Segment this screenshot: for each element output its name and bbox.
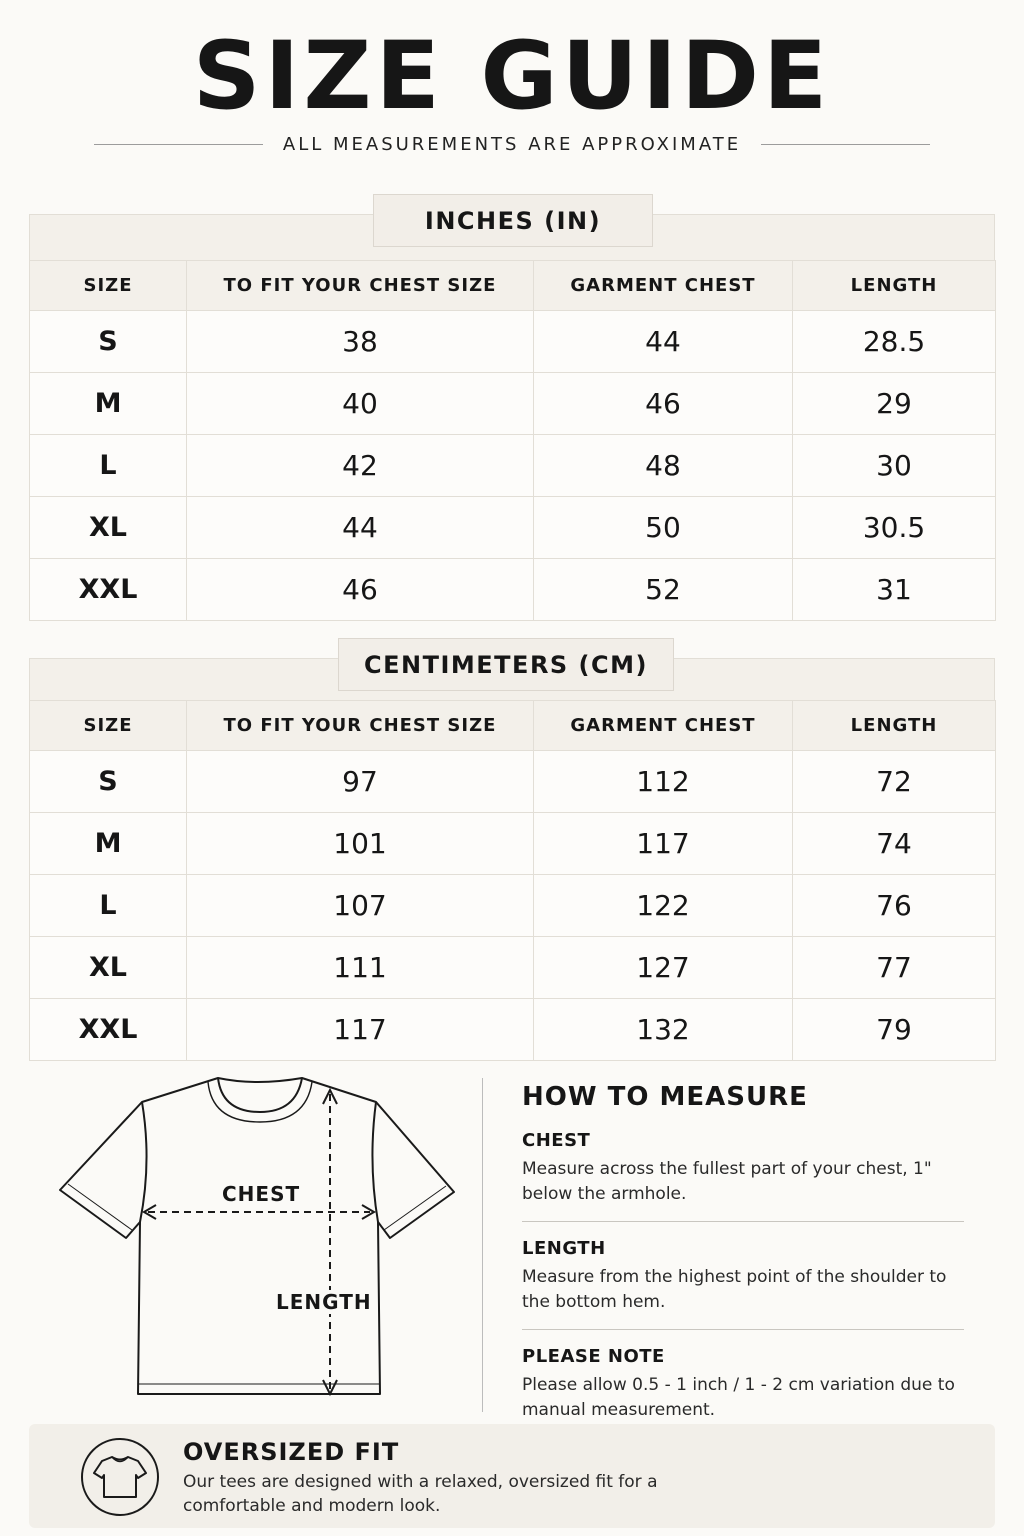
inches-label: INCHES (IN) (373, 194, 653, 247)
right-rule (761, 144, 930, 145)
size-cell: S (30, 751, 187, 813)
length-label: LENGTH (276, 1290, 372, 1314)
col-header-length: LENGTH (793, 261, 996, 311)
inches-band (29, 206, 995, 260)
fit-chest-cell: 117 (187, 999, 534, 1061)
fit-chest-cell: 46 (187, 559, 534, 621)
table-row (30, 875, 996, 937)
garment-chest-cell: 50 (534, 497, 793, 559)
garment-chest-cell: 127 (534, 937, 793, 999)
fit-chest-cell: 107 (187, 875, 534, 937)
length-cell: 30 (793, 435, 996, 497)
length-cell: 31 (793, 559, 996, 621)
size-cell: XL (30, 497, 187, 559)
col-header-garment-chest: GARMENT CHEST (534, 261, 793, 311)
length-cell: 28.5 (793, 311, 996, 373)
table-row (30, 373, 996, 435)
table-row (30, 751, 996, 813)
col-header-fit-chest: TO FIT YOUR CHEST SIZE (187, 701, 534, 751)
divider (522, 1329, 964, 1330)
centimeters-table (29, 700, 996, 1061)
how-to-measure-title: HOW TO MEASURE (522, 1082, 808, 1112)
col-header-size: SIZE (30, 701, 187, 751)
length-cell: 74 (793, 813, 996, 875)
length-instruction (522, 1238, 964, 1329)
centimeters-label: CENTIMETERS (CM) (338, 638, 674, 691)
tshirt-outline-icon (56, 1072, 466, 1402)
chest-instruction-text: Measure across the fullest part of your chest, 1" below the armhole. (522, 1159, 932, 1204)
size-cell: XL (30, 937, 187, 999)
col-header-garment-chest: GARMENT CHEST (534, 701, 793, 751)
centimeters-section (29, 650, 995, 1061)
table-row (30, 311, 996, 373)
fit-chest-cell: 38 (187, 311, 534, 373)
length-cell: 76 (793, 875, 996, 937)
garment-chest-cell: 52 (534, 559, 793, 621)
length-cell: 30.5 (793, 497, 996, 559)
table-header-row (30, 701, 996, 751)
centimeters-band (29, 650, 995, 700)
oversized-fit-banner (29, 1424, 995, 1528)
size-cell: S (30, 311, 187, 373)
length-cell: 79 (793, 999, 996, 1061)
how-to-measure (522, 1082, 964, 1437)
length-cell: 72 (793, 751, 996, 813)
garment-chest-cell: 132 (534, 999, 793, 1061)
tshirt-icon (81, 1438, 159, 1516)
table-row (30, 813, 996, 875)
chest-instruction-title: CHEST (522, 1130, 591, 1151)
note-title: PLEASE NOTE (522, 1346, 665, 1367)
garment-chest-cell: 112 (534, 751, 793, 813)
fit-chest-cell: 111 (187, 937, 534, 999)
size-cell: M (30, 373, 187, 435)
fit-chest-cell: 42 (187, 435, 534, 497)
table-row (30, 937, 996, 999)
table-row (30, 497, 996, 559)
length-cell: 29 (793, 373, 996, 435)
col-header-length: LENGTH (793, 701, 996, 751)
size-cell: XXL (30, 999, 187, 1061)
size-cell: L (30, 435, 187, 497)
length-instruction-text: Measure from the highest point of the shoulder to the bottom hem. (522, 1267, 947, 1312)
subtitle-row (94, 134, 930, 155)
size-cell: L (30, 875, 187, 937)
vertical-divider (482, 1078, 483, 1412)
length-instruction-title: LENGTH (522, 1238, 606, 1259)
table-row (30, 435, 996, 497)
fit-chest-cell: 44 (187, 497, 534, 559)
table-row (30, 559, 996, 621)
table-header-row (30, 261, 996, 311)
size-cell: XXL (30, 559, 187, 621)
col-header-fit-chest: TO FIT YOUR CHEST SIZE (187, 261, 534, 311)
left-rule (94, 144, 263, 145)
fit-chest-cell: 97 (187, 751, 534, 813)
page-title: SIZE GUIDE (192, 22, 832, 131)
size-cell: M (30, 813, 187, 875)
col-header-size: SIZE (30, 261, 187, 311)
garment-chest-cell: 117 (534, 813, 793, 875)
inches-table (29, 260, 996, 621)
garment-chest-cell: 44 (534, 311, 793, 373)
table-row (30, 999, 996, 1061)
garment-chest-cell: 122 (534, 875, 793, 937)
chest-instruction (522, 1130, 964, 1221)
garment-chest-cell: 46 (534, 373, 793, 435)
banner-title: OVERSIZED FIT (183, 1438, 400, 1466)
length-cell: 77 (793, 937, 996, 999)
note-text: Please allow 0.5 - 1 inch / 1 - 2 cm variation due to manual measurement. (522, 1375, 955, 1420)
fit-chest-cell: 101 (187, 813, 534, 875)
garment-chest-cell: 48 (534, 435, 793, 497)
chest-label: CHEST (222, 1182, 301, 1206)
inches-section (29, 206, 995, 621)
page-subtitle: ALL MEASUREMENTS ARE APPROXIMATE (282, 134, 742, 155)
tshirt-diagram (56, 1072, 466, 1402)
divider (522, 1221, 964, 1222)
banner-text: Our tees are designed with a relaxed, oversized fit for a comfortable and modern look. (183, 1472, 658, 1516)
fit-chest-cell: 40 (187, 373, 534, 435)
